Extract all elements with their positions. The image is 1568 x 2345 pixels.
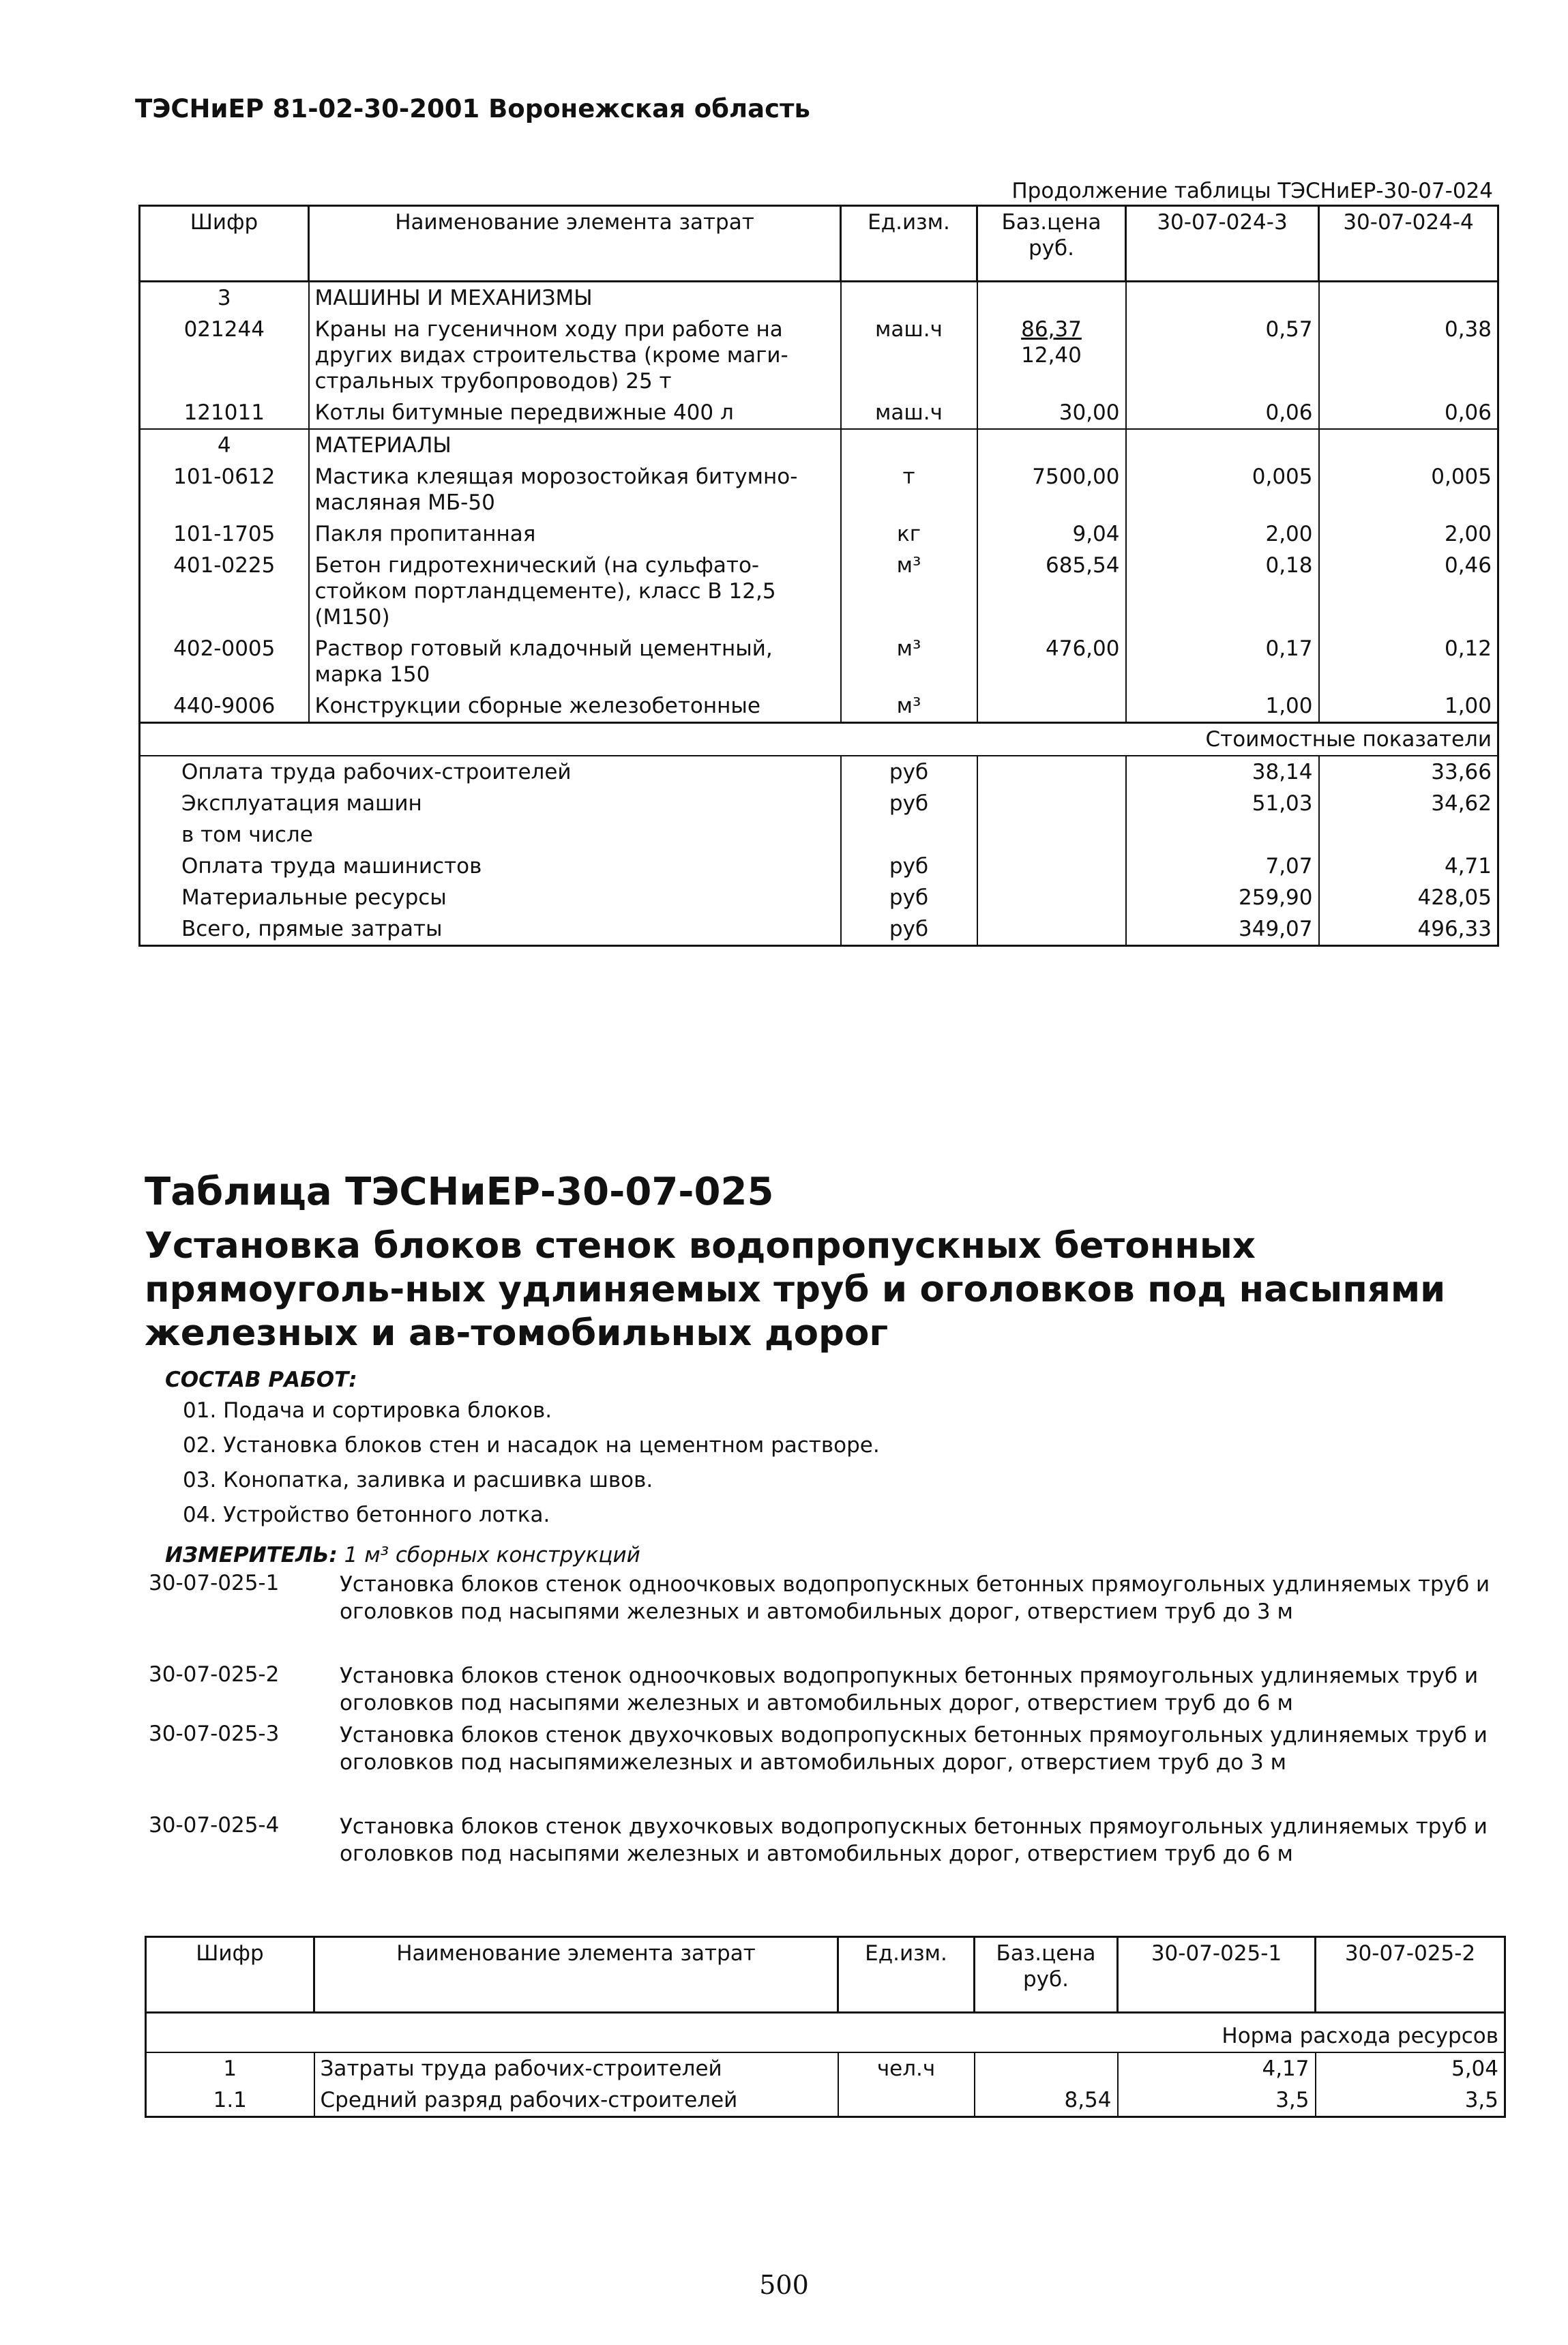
summary-name: Оплата труда рабочих-строителей [140,756,841,788]
row-value-3: 0,005 [1126,461,1319,518]
col-variant2-header: 30-07-025-2 [1316,1937,1505,2013]
row-price [975,2052,1118,2084]
summary-value-3: 38,14 [1126,756,1319,788]
col-variant3-header: 30-07-024-3 [1126,206,1319,282]
row-price: 9,04 [977,518,1126,550]
variant-code: 30-07-025-2 [149,1662,280,1687]
variant-description: Установка блоков стенок двухочковых водопропускных бетонных прямоугольных удлиняемых труб и оголовков под насыпямижелезных и автомобильных дорог, отверстием труб до 3 м [340,1723,1488,1775]
norm-heading: Норма расхода ресурсов [146,2013,1505,2053]
page-header: ТЭСНиЕР 81-02-30-2001 Воронежская область [135,94,810,123]
summary-row [140,788,1498,819]
row-price: 30,00 [977,397,1126,429]
row-unit: кг [841,518,977,550]
table-row [140,461,1498,518]
work-item: 03. Конопатка, заливка и расшивка швов. [183,1468,653,1492]
summary-value-4: 4,71 [1319,851,1498,882]
row-name: Бетон гидротехнический (на сульфато-стойком портландцементе), класс В 12,5 (М150) [309,550,841,633]
summary-row [140,756,1498,788]
summary-value-3: 51,03 [1126,788,1319,819]
summary-name: в том числе [140,819,841,851]
row-code: 021244 [140,314,309,397]
row-value-1: 4,17 [1118,2052,1316,2084]
table-row [140,690,1498,723]
row-code: 101-0612 [140,461,309,518]
row-value-3: 1,00 [1126,690,1319,723]
cost-header-row [140,723,1498,756]
col-code-header: Шифр [140,206,309,282]
row-value-1: 3,5 [1118,2084,1316,2117]
table-row [140,550,1498,633]
row-name: Мастика клеящая морозостойкая битумно-масляная МБ-50 [309,461,841,518]
summary-value-4: 33,66 [1319,756,1498,788]
work-composition-label: СОСТАВ РАБОТ: [165,1368,357,1392]
measure-value: 1 м³ сборных конструкций [344,1543,640,1567]
row-value-4: 2,00 [1319,518,1498,550]
row-value-4: 0,005 [1319,461,1498,518]
summary-value-3: 349,07 [1126,913,1319,946]
summary-name: Эксплуатация машин [140,788,841,819]
col-price-header: Баз.цена руб. [977,206,1126,282]
cost-indicators-heading: Стоимостные показатели [140,723,1498,756]
col-code-header: Шифр [146,1937,314,2013]
row-value-2: 3,5 [1316,2084,1505,2117]
row-unit [838,2084,975,2117]
summary-name: Материальные ресурсы [140,882,841,913]
row-value-3: 0,17 [1126,633,1319,690]
table-title: Таблица ТЭСНиЕР-30-07-025 [145,1170,774,1214]
col-unit-header: Ед.изм. [838,1937,975,2013]
row-name: Краны на гусеничном ходу при работе на других видах строительства (кроме маги-стральных трубопроводов) 25 т [309,314,841,397]
row-price: 7500,00 [977,461,1126,518]
row-code: 401-0225 [140,550,309,633]
row-value-4: 0,46 [1319,550,1498,633]
summary-value-4: 496,33 [1319,913,1498,946]
row-price-primary: 86,37 [1021,317,1082,342]
row-price [977,314,1126,397]
work-item: 02. Установка блоков стен и насадок на цементном растворе. [183,1433,880,1458]
row-unit: м³ [841,690,977,723]
summary-row [140,819,1498,851]
row-value-4: 0,12 [1319,633,1498,690]
row-value-2: 5,04 [1316,2052,1505,2084]
row-name: Средний разряд рабочих-строителей [314,2084,838,2117]
summary-name: Оплата труда машинистов [140,851,841,882]
variant-code: 30-07-025-1 [149,1571,280,1595]
norm-header-row [146,2013,1505,2053]
section-row [140,282,1498,314]
summary-unit: руб [841,851,977,882]
summary-row [140,851,1498,882]
row-code: 1 [146,2052,314,2084]
table-continuation-note: Продолжение таблицы ТЭСНиЕР-30-07-024 [1011,179,1493,203]
row-unit: маш.ч [841,314,977,397]
work-item: 01. Подача и сортировка блоков. [183,1398,552,1423]
row-price: 8,54 [975,2084,1118,2117]
row-value-4: 0,06 [1319,397,1498,429]
variant-code: 30-07-025-4 [149,1813,280,1838]
row-price: 685,54 [977,550,1126,633]
section-row [140,429,1498,461]
col-variant4-header: 30-07-024-4 [1319,206,1498,282]
variant-code: 30-07-025-3 [149,1722,280,1746]
table-row [140,633,1498,690]
variant-description: Установка блоков стенок двухочковых водопропускных бетонных прямоугольных удлиняемых труб и оголовков под насыпями железных и автомобильных дорог, отверстием труб до 6 м [340,1814,1488,1866]
table-row [140,314,1498,397]
row-name: Котлы битумные передвижные 400 л [309,397,841,429]
table-description: Установка блоков стенок водопропускных бетонных прямоуголь-ных удлиняемых труб и оголовков под насыпями железных и ав-томобильных дорог [145,1225,1446,1354]
row-unit: м³ [841,633,977,690]
row-unit: маш.ч [841,397,977,429]
summary-unit: руб [841,756,977,788]
table-header-row [146,1937,1505,2013]
page-number: 500 [759,2270,809,2300]
col-name-header: Наименование элемента затрат [309,206,841,282]
col-unit-header: Ед.изм. [841,206,977,282]
row-code: 1.1 [146,2084,314,2117]
section-code: 3 [140,282,309,314]
summary-value-4: 34,62 [1319,788,1498,819]
variant-description: Установка блоков стенок одноочковых водопропукных бетонных прямоугольных удлиняемых труб и оголовков под насыпями железных и автомобильных дорог, отверстием труб до 6 м [340,1664,1479,1715]
table-row [140,397,1498,429]
row-unit: т [841,461,977,518]
summary-row [140,882,1498,913]
col-price-header: Баз.цена руб. [975,1937,1118,2013]
row-price: 476,00 [977,633,1126,690]
section-name: МАШИНЫ И МЕХАНИЗМЫ [309,282,841,314]
col-variant1-header: 30-07-025-1 [1118,1937,1316,2013]
table-row [140,518,1498,550]
row-name: Конструкции сборные железобетонные [309,690,841,723]
summary-value-3: 259,90 [1126,882,1319,913]
col-name-header: Наименование элемента затрат [314,1937,838,2013]
summary-unit: руб [841,913,977,946]
row-price-secondary: 12,40 [1021,343,1082,368]
row-name: Раствор готовый кладочный цементный, марка 150 [309,633,841,690]
measure-line [165,1543,640,1567]
resource-table-025 [145,1936,1506,2118]
measure-label: ИЗМЕРИТЕЛЬ: [165,1543,338,1567]
row-code: 402-0005 [140,633,309,690]
resource-table-024 [138,205,1499,947]
table-row [146,2052,1505,2084]
summary-row [140,913,1498,946]
row-value-3: 0,57 [1126,314,1319,397]
row-unit: чел.ч [838,2052,975,2084]
row-code: 440-9006 [140,690,309,723]
table-row [146,2084,1505,2117]
summary-name: Всего, прямые затраты [140,913,841,946]
summary-unit: руб [841,882,977,913]
row-value-3: 2,00 [1126,518,1319,550]
row-code: 101-1705 [140,518,309,550]
row-value-4: 1,00 [1319,690,1498,723]
variant-description: Установка блоков стенок одноочковых водопропускных бетонных прямоугольных удлиняемых труб и оголовков под насыпями железных и автомобильных дорог, отверстием труб до 3 м [340,1572,1490,1624]
summary-value-3: 7,07 [1126,851,1319,882]
section-code: 4 [140,429,309,461]
row-unit: м³ [841,550,977,633]
summary-value-4: 428,05 [1319,882,1498,913]
row-value-3: 0,18 [1126,550,1319,633]
row-code: 121011 [140,397,309,429]
work-item: 04. Устройство бетонного лотка. [183,1503,550,1527]
table-header-row [140,206,1498,282]
row-name: Пакля пропитанная [309,518,841,550]
row-value-4: 0,38 [1319,314,1498,397]
row-value-3: 0,06 [1126,397,1319,429]
summary-unit: руб [841,788,977,819]
section-name: МАТЕРИАЛЫ [309,429,841,461]
row-price [977,690,1126,723]
row-name: Затраты труда рабочих-строителей [314,2052,838,2084]
